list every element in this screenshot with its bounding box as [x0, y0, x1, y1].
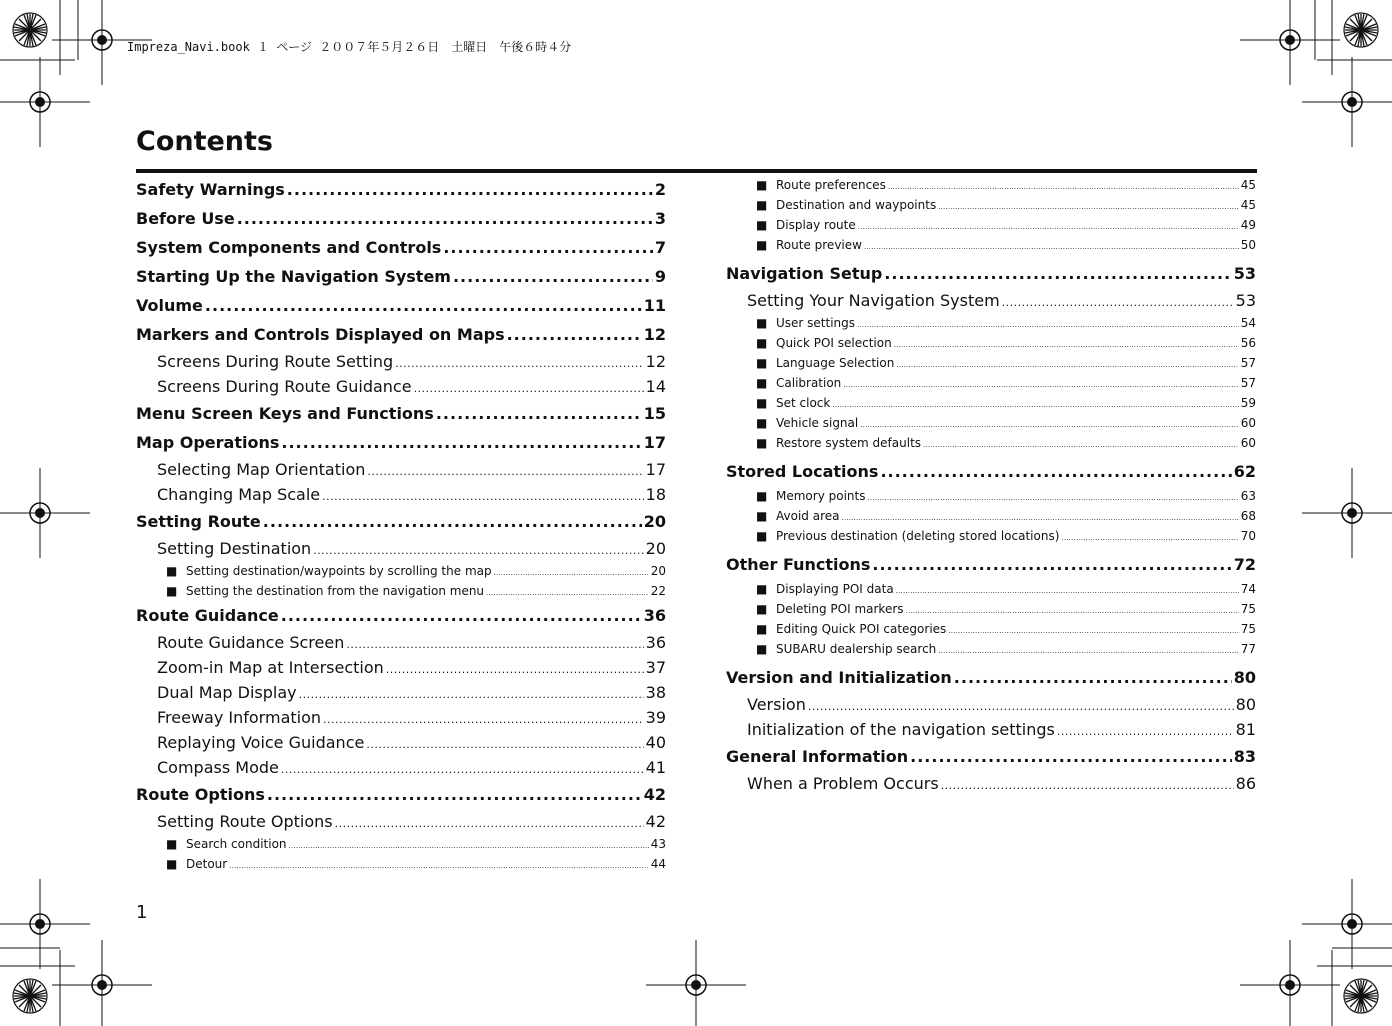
toc-item[interactable]: ■ Avoid area ..... 68 — [726, 506, 1256, 526]
toc-item[interactable]: ■ Setting destination/waypoints by scrolling the map ..... 20 — [136, 561, 666, 581]
toc-entry[interactable]: Markers and Controls Displayed on Maps ..... 12 — [136, 320, 666, 349]
toc-entry[interactable]: Starting Up the Navigation System ..... 9 — [136, 262, 666, 291]
toc-entry[interactable]: Route Options ..... 42 — [136, 780, 666, 809]
toc-item[interactable]: ■ Editing Quick POI categories ..... 75 — [726, 619, 1256, 639]
toc-entry[interactable]: General Information ..... 83 — [726, 742, 1256, 771]
bullet-icon: ■ — [756, 642, 768, 656]
toc-item[interactable]: ■ User settings ..... 54 — [726, 313, 1256, 333]
bullet-icon: ■ — [166, 857, 178, 871]
toc-subentry[interactable]: Setting Route Options ..... 42 — [136, 809, 666, 834]
toc-item[interactable]: ■ Deleting POI markers ..... 75 — [726, 599, 1256, 619]
toc-item[interactable]: ■ SUBARU dealership search ..... 77 — [726, 639, 1256, 659]
title-rule — [136, 169, 1257, 173]
toc-entry[interactable]: Stored Locations ..... 62 — [726, 457, 1256, 486]
toc-item[interactable]: ■ Set clock ..... 59 — [726, 393, 1256, 413]
bullet-icon: ■ — [756, 416, 768, 430]
bullet-icon: ■ — [756, 178, 768, 192]
toc-item[interactable]: ■ Vehicle signal ..... 60 — [726, 413, 1256, 433]
toc-subentry[interactable]: Changing Map Scale ..... 18 — [136, 482, 666, 507]
toc-item[interactable]: ■ Search condition ..... 43 — [136, 834, 666, 854]
bullet-icon: ■ — [756, 622, 768, 636]
toc-subentry[interactable]: Setting Destination ..... 20 — [136, 536, 666, 561]
toc-entry[interactable]: Setting Route ..... 20 — [136, 507, 666, 536]
bullet-icon: ■ — [756, 356, 768, 370]
toc-subentry[interactable]: Setting Your Navigation System ..... 53 — [726, 288, 1256, 313]
toc-entry[interactable]: Volume ..... 11 — [136, 291, 666, 320]
toc-item[interactable]: ■ Route preferences ..... 45 — [726, 175, 1256, 195]
toc-entry[interactable]: Navigation Setup ..... 53 — [726, 259, 1256, 288]
toc-item[interactable]: ■ Previous destination (deleting stored locations) ..... 70 — [726, 526, 1256, 546]
bullet-icon: ■ — [756, 509, 768, 523]
bullet-icon: ■ — [756, 529, 768, 543]
bullet-icon: ■ — [166, 584, 178, 598]
toc-item[interactable]: ■ Language Selection ..... 57 — [726, 353, 1256, 373]
bullet-icon: ■ — [756, 198, 768, 212]
bullet-icon: ■ — [756, 436, 768, 450]
bullet-icon: ■ — [756, 376, 768, 390]
bullet-icon: ■ — [166, 837, 178, 851]
bullet-icon: ■ — [756, 489, 768, 503]
bullet-icon: ■ — [756, 602, 768, 616]
toc-left-column — [136, 175, 666, 874]
bullet-icon: ■ — [166, 564, 178, 578]
toc-entry[interactable]: Safety Warnings ..... 2 — [136, 175, 666, 204]
toc-item[interactable]: ■ Displaying POI data ..... 74 — [726, 579, 1256, 599]
toc-subentry[interactable]: Screens During Route Setting ..... 12 — [136, 349, 666, 374]
page-title: Contents — [136, 126, 274, 157]
bullet-icon: ■ — [756, 336, 768, 350]
toc-entry[interactable]: Other Functions ..... 72 — [726, 550, 1256, 579]
toc-subentry[interactable]: When a Problem Occurs ..... 86 — [726, 771, 1256, 796]
toc-subentry[interactable]: Zoom-in Map at Intersection ..... 37 — [136, 655, 666, 680]
toc-item[interactable]: ■ Memory points ..... 63 — [726, 486, 1256, 506]
toc-item[interactable]: ■ Restore system defaults ..... 60 — [726, 433, 1256, 453]
toc-item[interactable]: ■ Calibration ..... 57 — [726, 373, 1256, 393]
toc-entry[interactable]: System Components and Controls ..... 7 — [136, 233, 666, 262]
toc-entry[interactable]: Menu Screen Keys and Functions ..... 15 — [136, 399, 666, 428]
bullet-icon: ■ — [756, 396, 768, 410]
toc-item[interactable]: ■ Display route ..... 49 — [726, 215, 1256, 235]
toc-subentry[interactable]: Replaying Voice Guidance ..... 40 — [136, 730, 666, 755]
bullet-icon: ■ — [756, 218, 768, 232]
page-number: 1 — [136, 902, 148, 923]
bullet-icon: ■ — [756, 582, 768, 596]
toc-subentry[interactable]: Screens During Route Guidance ..... 14 — [136, 374, 666, 399]
toc-entry[interactable]: Version and Initialization ..... 80 — [726, 663, 1256, 692]
toc-subentry[interactable]: Freeway Information ..... 39 — [136, 705, 666, 730]
print-header: Impreza_Navi.book １ ページ ２００７年５月２６日 土曜日 午後６時４分 — [127, 40, 572, 54]
toc-item[interactable]: ■ Quick POI selection ..... 56 — [726, 333, 1256, 353]
toc-subentry[interactable]: Selecting Map Orientation ..... 17 — [136, 457, 666, 482]
toc-subentry[interactable]: Version ..... 80 — [726, 692, 1256, 717]
toc-subentry[interactable]: Compass Mode ..... 41 — [136, 755, 666, 780]
toc-item[interactable]: ■ Route preview ..... 50 — [726, 235, 1256, 255]
bullet-icon: ■ — [756, 238, 768, 252]
toc-item[interactable]: ■ Destination and waypoints ..... 45 — [726, 195, 1256, 215]
toc-entry[interactable]: Map Operations ..... 17 — [136, 428, 666, 457]
toc-item[interactable]: ■ Setting the destination from the navigation menu ..... 22 — [136, 581, 666, 601]
bullet-icon: ■ — [756, 316, 768, 330]
toc-subentry[interactable]: Dual Map Display ..... 38 — [136, 680, 666, 705]
toc-subentry[interactable]: Initialization of the navigation settings ..... 81 — [726, 717, 1256, 742]
toc-subentry[interactable]: Route Guidance Screen ..... 36 — [136, 630, 666, 655]
toc-item[interactable]: ■ Detour ..... 44 — [136, 854, 666, 874]
toc-entry[interactable]: Before Use ..... 3 — [136, 204, 666, 233]
toc-right-column — [726, 175, 1256, 796]
toc-entry[interactable]: Route Guidance ..... 36 — [136, 601, 666, 630]
